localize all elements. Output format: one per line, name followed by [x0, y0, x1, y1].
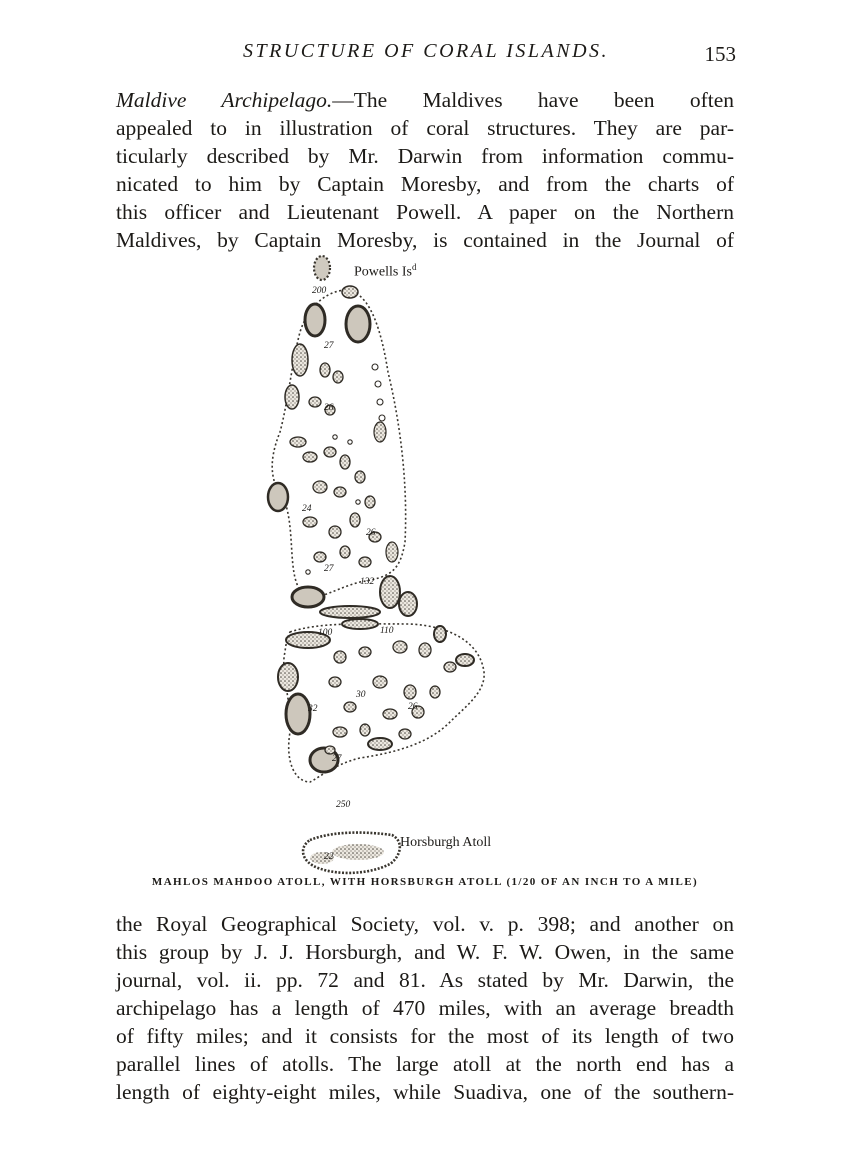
depth-sounding: 32 — [308, 704, 318, 714]
depth-sounding: 26 — [408, 702, 418, 712]
atoll-map-figure — [240, 252, 540, 882]
intro-line: nicated to him by Captain Moresby, and from the charts of — [116, 172, 734, 196]
body-line: of fifty miles; and it consists for the most of its length of two — [116, 1024, 734, 1048]
depth-sounding: 27 — [332, 754, 342, 764]
intro-line-rest: —The Maldives have been often — [332, 88, 734, 112]
depth-sounding: 22 — [324, 852, 334, 862]
depth-sounding: 132 — [360, 577, 375, 587]
page-number: 153 — [704, 42, 736, 66]
page-header — [116, 40, 736, 70]
atoll-map-drawing — [240, 252, 540, 882]
body-line: the Royal Geographical Society, vol. v. p. 398; and another on — [116, 912, 734, 936]
depth-sounding: 110 — [380, 626, 394, 636]
depth-sounding: 250 — [336, 800, 351, 810]
body-line: length of eighty-eight miles, while Suadiva, one of the southern- — [116, 1080, 734, 1104]
intro-line: Maldives, by Captain Moresby, is contained in the Journal of — [116, 228, 734, 252]
intro-line: ticularly described by Mr. Darwin from information commu- — [116, 144, 734, 168]
body-line: parallel lines of atolls. The large atoll at the north end has a — [116, 1052, 734, 1076]
depth-sounding: 27 — [324, 341, 334, 351]
depth-sounding: 200 — [312, 286, 327, 296]
depth-sounding: 30 — [356, 690, 366, 700]
intro-line: this officer and Lieutenant Powell. A paper on the Northern — [116, 200, 734, 224]
depth-sounding: 24 — [302, 504, 312, 514]
horsburgh-atoll-label: Horsburgh Atoll — [400, 835, 492, 850]
depth-sounding: 27 — [324, 564, 334, 574]
body-line: this group by J. J. Horsburgh, and W. F. W. Owen, in the same — [116, 940, 734, 964]
intro-line — [116, 86, 734, 114]
running-head: STRUCTURE OF CORAL ISLANDS. — [242, 40, 610, 62]
intro-line: appealed to in illustration of coral structures. They are par- — [116, 116, 734, 140]
depth-sounding: 26 — [324, 403, 334, 413]
figure-caption: MAHLOS MAHDOO ATOLL, WITH HORSBURGH ATOLL (1/20 OF AN INCH TO A MILE) — [151, 876, 699, 888]
section-lead: Maldive Archipelago. — [116, 88, 333, 112]
intro-paragraph — [116, 86, 734, 254]
body-line: journal, vol. ii. pp. 72 and 81. As stated by Mr. Darwin, the — [116, 968, 734, 992]
body-line: archipelago has a length of 470 miles, with an average breadth — [116, 996, 734, 1020]
depth-sounding: 100 — [318, 628, 333, 638]
continuation-paragraph — [116, 910, 734, 1106]
powells-island-label: Powells Is$^d$ — [354, 262, 417, 280]
depth-sounding: 26 — [366, 528, 376, 538]
